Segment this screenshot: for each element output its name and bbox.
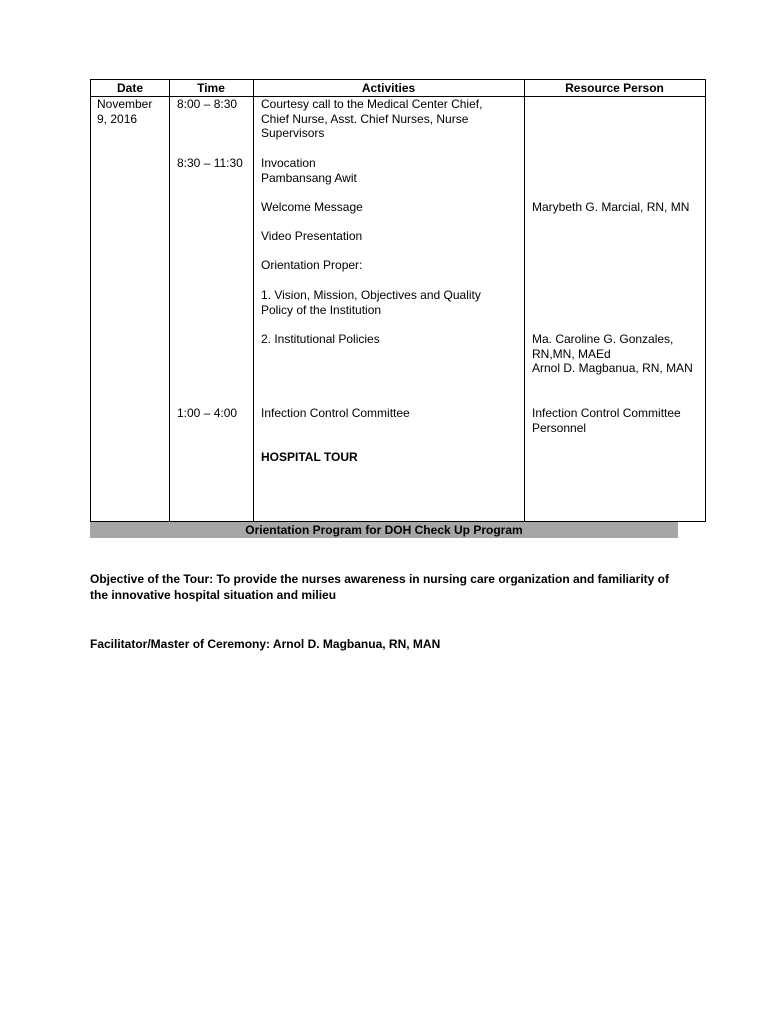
activity-welcome-message: Welcome Message <box>261 200 363 214</box>
activity-infection-control: Infection Control Committee <box>261 406 410 420</box>
date-line-2: 9, 2016 <box>97 111 138 126</box>
header-time: Time <box>197 81 225 95</box>
objective-line-2: the innovative hospital situation and milieu <box>90 588 337 602</box>
facilitator-line: Facilitator/Master of Ceremony: Arnol D. Magbanua, RN, MAN <box>90 637 441 651</box>
date-line-1: November <box>97 97 153 111</box>
activity-courtesy-line-2: Chief Nurse, Asst. Chief Nurses, Nurse <box>261 111 469 126</box>
resource-policies-line-1: Ma. Caroline G. Gonzales, <box>532 332 674 346</box>
time-slot-2: 8:30 – 11:30 <box>177 156 243 170</box>
activity-pambansang-awit: Pambansang Awit <box>261 170 357 185</box>
resource-infection-line-2: Personnel <box>532 420 587 435</box>
table-caption: Orientation Program for DOH Check Up Program <box>90 522 678 538</box>
time-slot-1: 8:00 – 8:30 <box>177 97 238 111</box>
objective-line-1: Objective of the Tour: To provide the nurses awareness in nursing care organization and familiarity of <box>90 572 669 586</box>
column-divider <box>524 80 525 521</box>
header-activities: Activities <box>361 81 416 95</box>
column-divider <box>169 80 170 521</box>
resource-policies-line-3: Arnol D. Magbanua, RN, MAN <box>532 361 693 375</box>
activity-courtesy-line-3: Supervisors <box>261 126 325 140</box>
activity-invocation: Invocation <box>261 156 316 170</box>
resource-infection-line-1: Infection Control Committee <box>532 406 681 420</box>
header-resource-person: Resource Person <box>565 81 664 95</box>
header-date: Date <box>116 81 143 95</box>
activity-vision-line-1: 1. Vision, Mission, Objectives and Quality <box>261 288 481 302</box>
activity-institutional-policies: 2. Institutional Policies <box>261 332 380 346</box>
resource-welcome: Marybeth G. Marcial, RN, MN <box>532 200 690 214</box>
activity-hospital-tour: HOSPITAL TOUR <box>261 450 358 464</box>
schedule-table <box>90 79 706 522</box>
column-divider <box>253 80 254 521</box>
activity-orientation-proper: Orientation Proper: <box>261 258 363 272</box>
activity-vision-line-2: Policy of the Institution <box>261 302 382 317</box>
time-slot-3: 1:00 – 4:00 <box>177 406 238 420</box>
activity-courtesy-line-1: Courtesy call to the Medical Center Chief, <box>261 97 483 111</box>
activity-video-presentation: Video Presentation <box>261 229 363 243</box>
resource-policies-line-2: RN,MN, MAEd <box>532 346 611 361</box>
